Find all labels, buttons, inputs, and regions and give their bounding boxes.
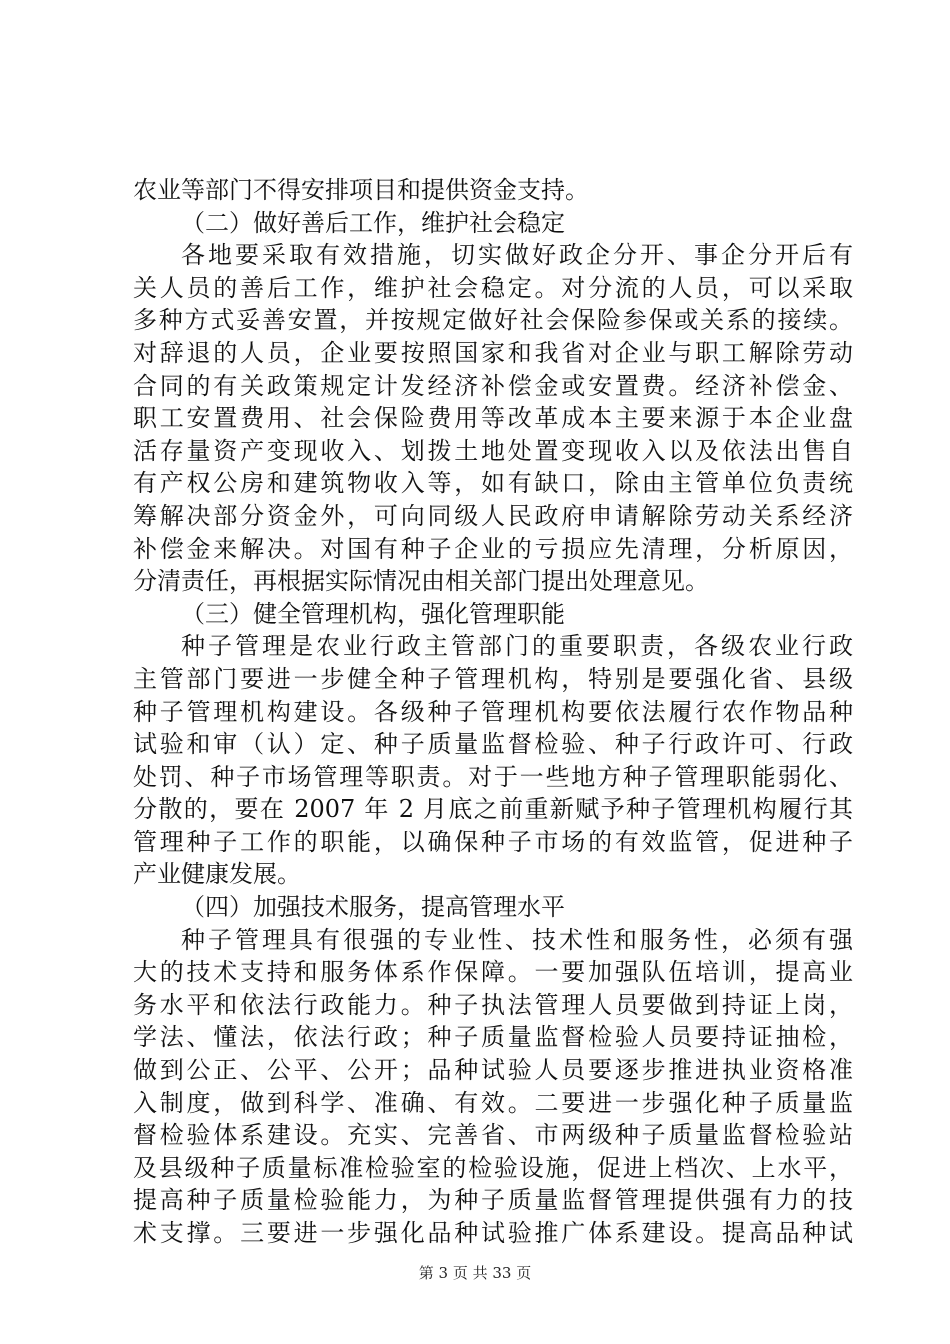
text-line: 产业健康发展。 [133,860,301,889]
text-line: 术支撑。三要进一步强化品种试验推广体系建设。提高品种试 [133,1219,853,1247]
text-line: 职工安置费用、社会保险费用等改革成本主要来源于本企业盘 [133,404,853,433]
text-line: 分散的，要在 2007 年 2 月底之前重新赋予种子管理机构履行其 [133,795,853,824]
text-line: 种子管理是农业行政主管部门的重要职责，各级农业行政 [181,632,853,661]
text-line: 及县级种子质量标准检验室的检验设施，促进上档次、上水平， [133,1153,853,1182]
text-line: 有产权公房和建筑物收入等，如有缺口，除由主管单位负责统 [133,469,853,498]
text-line: 做到公正、公平、公开；品种试验人员要逐步推进执业资格准 [133,1056,853,1085]
text-line: 农业等部门不得安排项目和提供资金支持。 [133,176,589,204]
section-heading: （三）健全管理机构，强化管理职能 [181,599,565,628]
section-heading: （四）加强技术服务，提高管理水平 [181,893,565,922]
text-line: 各地要采取有效措施，切实做好政企分开、事企分开后有 [181,241,853,270]
text-line: 主管部门要进一步健全种子管理机构，特别是要强化省、县级 [133,664,853,693]
section-heading: （二）做好善后工作，维护社会稳定 [181,208,565,237]
text-line: 补偿金来解决。对国有种子企业的亏损应先清理，分析原因， [133,534,853,563]
text-line: 关人员的善后工作，维护社会稳定。对分流的人员，可以采取 [133,273,853,302]
text-line: 多种方式妥善安置，并按规定做好社会保险参保或关系的接续。 [133,306,853,335]
text-line: 大的技术支持和服务体系作保障。一要加强队伍培训，提高业 [133,958,853,987]
text-line: 试验和审（认）定、种子质量监督检验、种子行政许可、行政 [133,730,853,759]
text-line: 分清责任，再根据实际情况由相关部门提出处理意见。 [133,567,709,596]
text-line: 督检验体系建设。充实、完善省、市两级种子质量监督检验站 [133,1121,853,1150]
document-body [133,174,853,1250]
text-line: 种子管理具有很强的专业性、技术性和服务性，必须有强 [181,925,853,954]
text-line: 合同的有关政策规定计发经济补偿金或安置费。经济补偿金、 [133,371,853,400]
text-line: 种子管理机构建设。各级种子管理机构要依法履行农作物品种 [133,697,853,726]
text-line: 筹解决部分资金外，可向同级人民政府申请解除劳动关系经济 [133,501,853,530]
text-line: 入制度，做到科学、准确、有效。二要进一步强化种子质量监 [133,1088,853,1117]
text-line: 对辞退的人员，企业要按照国家和我省对企业与职工解除劳动 [133,338,853,367]
text-line: 务水平和依法行政能力。种子执法管理人员要做到持证上岗， [133,990,853,1019]
text-line: 活存量资产变现收入、划拨土地处置变现收入以及依法出售自 [133,436,853,465]
text-line: 处罚、种子市场管理等职责。对于一些地方种子管理职能弱化、 [133,762,853,791]
text-line: 管理种子工作的职能，以确保种子市场的有效监管，促进种子 [133,827,853,856]
page-footer: 第 3 页 共 33 页 [418,1264,532,1282]
text-line: 提高种子质量检验能力，为种子质量监督管理提供强有力的技 [133,1186,853,1215]
text-line: 学法、懂法，依法行政；种子质量监督检验人员要持证抽检， [133,1023,853,1052]
